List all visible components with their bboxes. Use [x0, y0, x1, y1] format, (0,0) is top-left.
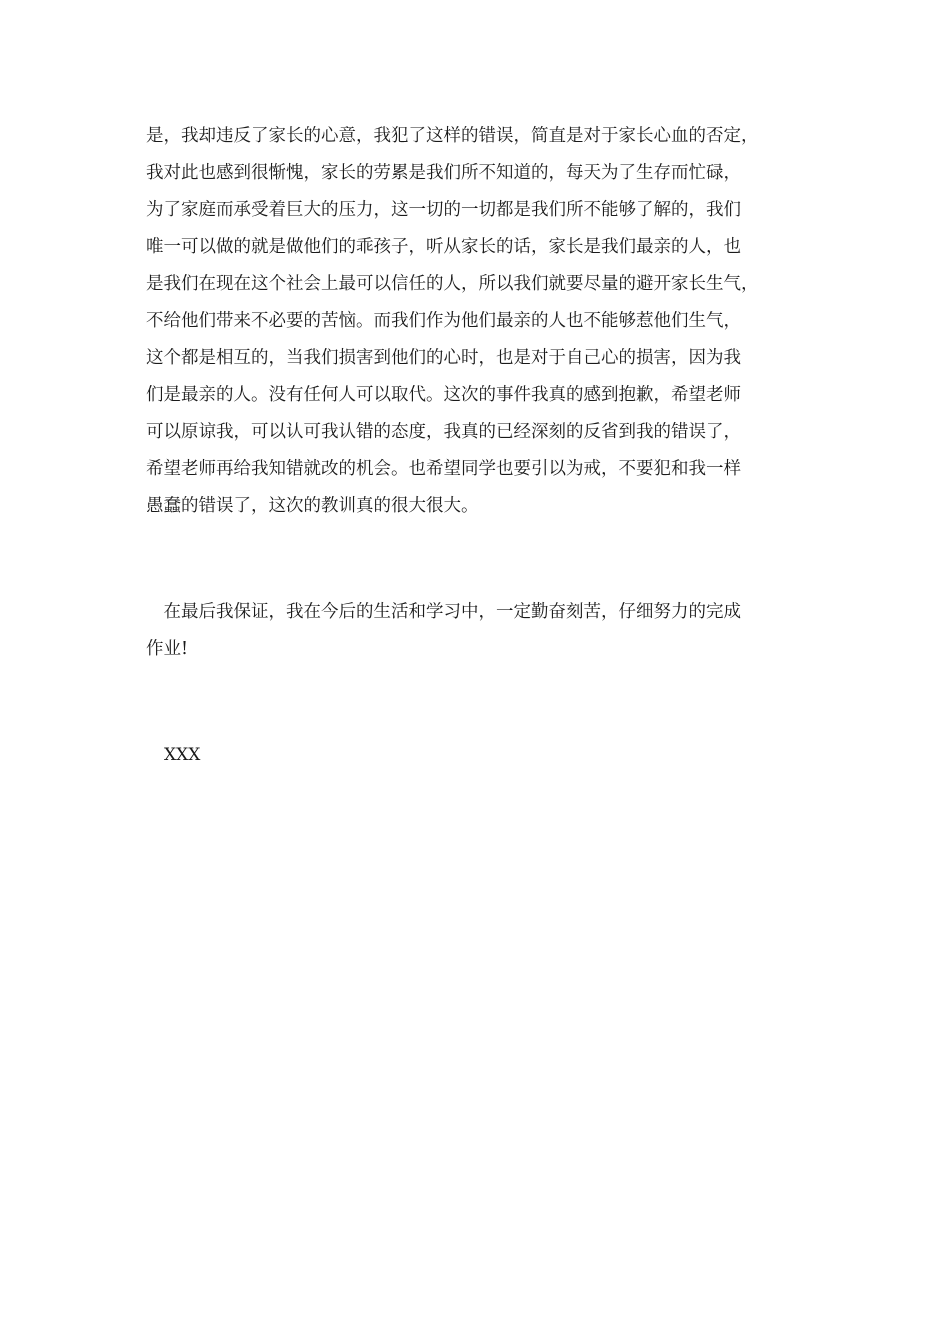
signature: XXX [164, 745, 201, 765]
text-line: 可以原谅我，可以认可我认错的态度，我真的已经深刻的反省到我的错误了， [146, 422, 741, 442]
text-line: 是我们在现在这个社会上最可以信任的人，所以我们就要尽量的避开家长生气， [146, 274, 759, 294]
text-line: 唯一可以做的就是做他们的乖孩子，听从家长的话，家长是我们最亲的人，也 [146, 237, 741, 257]
text-line: 这个都是相互的，当我们损害到他们的心时，也是对于自己心的损害，因为我 [146, 348, 741, 368]
text-line: 愚蠢的错误了，这次的教训真的很大很大。 [146, 496, 479, 516]
text-line: 是，我却违反了家长的心意，我犯了这样的错误，简直是对于家长心血的否定， [146, 126, 759, 146]
text-line: 作业! [146, 639, 189, 659]
text-line: 在最后我保证，我在今后的生活和学习中，一定勤奋刻苦，仔细努力的完成 [146, 602, 741, 622]
text-line: 希望老师再给我知错就改的机会。也希望同学也要引以为戒，不要犯和我一样 [146, 459, 741, 479]
text-line: 不给他们带来不必要的苦恼。而我们作为他们最亲的人也不能够惹他们生气， [146, 311, 741, 331]
text-line: 我对此也感到很惭愧，家长的劳累是我们所不知道的，每天为了生存而忙碌， [146, 163, 741, 183]
text-line: 们是最亲的人。没有任何人可以取代。这次的事件我真的感到抱歉，希望老师 [146, 385, 741, 405]
text-line: 为了家庭而承受着巨大的压力，这一切的一切都是我们所不能够了解的，我们 [146, 200, 741, 220]
